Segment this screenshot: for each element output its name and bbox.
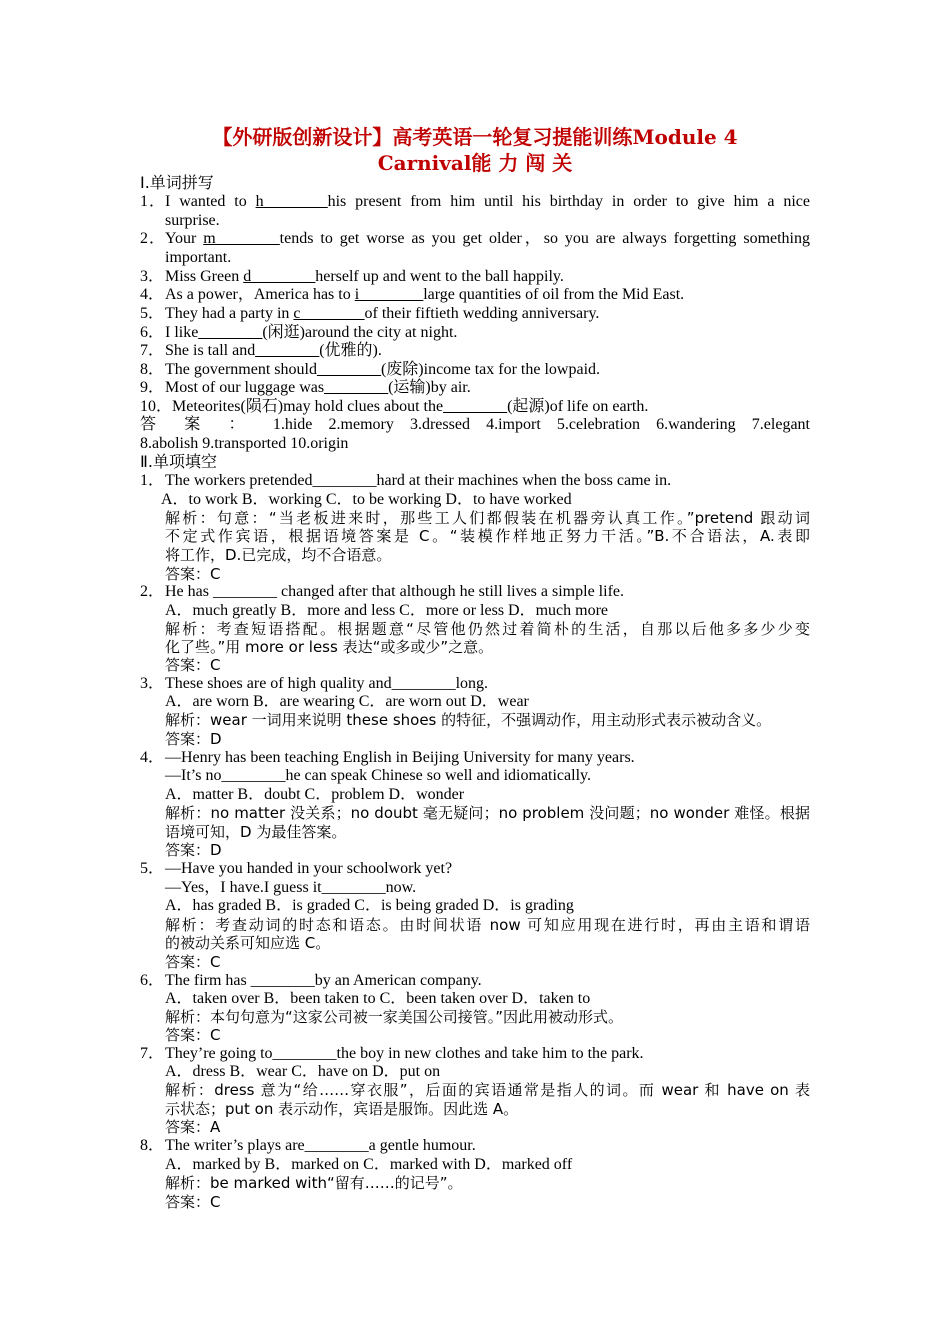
explanation-line: 解析：no matter 没关系；no doubt 毫无疑问；no problem 没问题；no wonder 难怪。根据 — [165, 804, 810, 822]
hint-letter: i — [354, 286, 360, 303]
question-text: The writer’s plays are________a gentle humour. — [165, 1137, 476, 1154]
blank: ________ — [443, 398, 508, 415]
blank: ________ — [251, 268, 316, 285]
item-text-after: (运输)by air. — [388, 379, 471, 396]
question-line — [140, 1045, 810, 1063]
item-text-before: The government should — [165, 361, 317, 378]
item-number: 1． — [140, 193, 165, 210]
explanation-line: 解析：考查动词的时态和语态。由时间状语 now 可知应用现在进行时，再由主语和谓语 — [165, 916, 810, 934]
question-number: 2． — [140, 583, 165, 600]
item-text-before: Most of our luggage was — [165, 379, 325, 396]
hint-letter: d — [243, 268, 252, 285]
blank: ________ — [359, 286, 424, 303]
blank: ________ — [300, 305, 365, 322]
explanation-line: 解析：本句句意为“这家公司被一家美国公司接管。”因此用被动形式。 — [165, 1008, 624, 1026]
question-text: The firm has ________by an American company. — [165, 972, 482, 989]
item-number: 2． — [140, 230, 165, 247]
word-item — [140, 361, 810, 379]
question-number: 3． — [140, 675, 165, 692]
document-title: 【外研版创新设计】高考英语一轮复习提能训练Module 4 — [212, 125, 738, 149]
item-text-before: Meteorites(陨石)may hold clues about the — [172, 398, 444, 415]
item-number: 4． — [140, 286, 165, 303]
item-text-after: large quantities of oil from the Mid East. — [423, 286, 685, 303]
answer-key: 答案：C — [165, 1026, 221, 1044]
explanation-line: 将工作，D.已完成，均不合语意。 — [165, 546, 392, 564]
explanation-line: 解析：dress 意为“给……穿衣服”，后面的宾语通常是指人的词。而 wear 和 have on 表 — [165, 1081, 810, 1099]
question-line — [140, 860, 810, 878]
word-item — [140, 342, 810, 360]
section1-heading: Ⅰ.单词拼写 — [140, 173, 214, 192]
question-text: —Yes，I have.I guess it________now. — [165, 879, 417, 896]
item-number: 8． — [140, 361, 165, 378]
explanation-line: 解析：wear 一词用来说明 these shoes 的特征，不强调动作，用主动形式表示被动含义。 — [165, 711, 772, 729]
question-number: 7． — [140, 1045, 165, 1062]
word-item — [140, 305, 810, 323]
item-text-after: his present from him until his birthday in order to give him a nice — [327, 193, 811, 210]
answer-options: A．matter B．doubt C．problem D．wonder — [165, 786, 465, 803]
blank: ________ — [198, 324, 263, 341]
question-number: 1． — [140, 472, 165, 489]
word-item — [140, 398, 810, 416]
section2-heading: Ⅱ.单项填空 — [140, 452, 217, 471]
question-text: —Have you handed in your schoolwork yet? — [165, 860, 453, 877]
answer-options: A．to work B．working C．to be working D．to have worked — [161, 491, 572, 508]
question-text: —Henry has been teaching English in Beijing University for many years. — [165, 749, 635, 766]
explanation-line: 不定式作宾语，根据语境答案是 C。“装模作样地正努力干活。”B.不合语法，A.表即 — [165, 527, 810, 545]
item-text-after: of their fiftieth wedding anniversary. — [364, 305, 600, 322]
question-line — [140, 583, 810, 601]
answer-key: 答案：D — [165, 841, 222, 859]
hint-letter: c — [293, 305, 301, 322]
item-number: 10． — [140, 398, 173, 415]
item-number: 7． — [140, 342, 165, 359]
answer-options: A．dress B．wear C．have on D．put on — [165, 1063, 441, 1080]
answer-options: A．marked by B．marked on C．marked with D．marked off — [165, 1156, 573, 1173]
word-item-continuation: surprise. — [165, 212, 220, 229]
question-text: —It’s no________he can speak Chinese so well and idiomatically. — [165, 767, 591, 784]
blank: ________ — [316, 361, 381, 378]
item-text-after: tends to get worse as you get older，so you are always forgetting something — [279, 230, 811, 247]
answer-key: 答案：C — [165, 656, 221, 674]
word-item — [140, 286, 810, 304]
item-text-before: As a power，America has to — [165, 286, 355, 303]
answer-options: A．taken over B．been taken to C．been taken over D．taken to — [165, 990, 591, 1007]
question-number: 8． — [140, 1137, 165, 1154]
answer-key: 答案：D — [165, 730, 222, 748]
question-number: 4． — [140, 749, 165, 766]
question-line — [140, 972, 810, 990]
word-item — [140, 379, 810, 397]
explanation-line: 解析：考查短语搭配。根据题意“尽管他仍然过着简朴的生活，自那以后他多多少少变 — [165, 620, 810, 638]
item-text-after: herself up and went to the ball happily. — [315, 268, 564, 285]
blank: ________ — [255, 342, 320, 359]
section1-answers-line1: 答 案 ： 1.hide 2.memory 3.dressed 4.import 5.celebration 6.wandering 7.elegant — [140, 416, 810, 433]
item-text-after: (废除)income tax for the lowpaid. — [380, 361, 601, 378]
question-line — [165, 879, 810, 897]
blank: ________ — [215, 230, 280, 247]
item-number: 9． — [140, 379, 165, 396]
item-text-before: She is tall and — [165, 342, 256, 359]
question-line — [140, 749, 810, 767]
item-number: 5． — [140, 305, 165, 322]
blank: ________ — [324, 379, 389, 396]
answer-key: 答案：C — [165, 1193, 221, 1211]
question-number: 6． — [140, 972, 165, 989]
explanation-line: 化了些。”用 more or less 表达“或多或少”之意。 — [165, 638, 494, 656]
item-text-after: (闲逛)around the city at night. — [262, 324, 458, 341]
item-text-before: I wanted to — [165, 193, 256, 210]
explanation-line: 示状态；put on 表示动作，宾语是服饰。因此选 A。 — [165, 1100, 519, 1118]
hint-letter: h — [255, 193, 264, 210]
question-text: They’re going to________the boy in new clothes and take him to the park. — [165, 1045, 644, 1062]
answer-options: A．much greatly B．more and less C．more or less D．much more — [165, 602, 609, 619]
question-text: The workers pretended________hard at their machines when the boss came in. — [165, 472, 672, 489]
question-line — [165, 767, 810, 785]
item-text-after: (起源)of life on earth. — [507, 398, 649, 415]
word-item — [140, 268, 810, 286]
answer-options: A．has graded B．is graded C．is being graded D．is grading — [165, 897, 574, 914]
word-item — [140, 324, 810, 342]
answer-options: A．are worn B．are wearing C．are worn out D．wear — [165, 693, 529, 710]
explanation-line: 解析：be marked with“留有……的记号”。 — [165, 1174, 463, 1192]
item-text-before: Miss Green — [165, 268, 244, 285]
item-text-before: They had a party in — [165, 305, 294, 322]
item-number: 3． — [140, 268, 165, 285]
item-text-before: Your — [165, 230, 204, 247]
question-text: He has ________ changed after that although he still lives a simple life. — [165, 583, 624, 600]
question-line — [140, 472, 810, 490]
item-text-before: I like — [165, 324, 199, 341]
answer-key: 答案：C — [165, 565, 221, 583]
word-item — [140, 193, 810, 211]
document-subtitle: Carnival能 力 闯 关 — [377, 151, 573, 175]
section1-answers-line2: 8.abolish 9.transported 10.origin — [140, 435, 349, 452]
word-item-continuation: important. — [165, 249, 232, 266]
item-text-after: (优雅的). — [319, 342, 382, 359]
blank: ________ — [263, 193, 328, 210]
explanation-line: 语境可知，D 为最佳答案。 — [165, 823, 347, 841]
answer-key: 答案：C — [165, 953, 221, 971]
answer-key: 答案：A — [165, 1118, 221, 1136]
word-item — [140, 230, 810, 248]
question-line — [140, 1137, 810, 1155]
explanation-line: 解析：句意：“当老板进来时，那些工人们都假装在机器旁认真工作。”pretend 跟动词 — [165, 509, 810, 527]
hint-letter: m — [203, 230, 216, 247]
question-line — [140, 675, 810, 693]
question-number: 5． — [140, 860, 165, 877]
explanation-line: 的被动关系可知应选 C。 — [165, 934, 331, 952]
item-number: 6． — [140, 324, 165, 341]
question-text: These shoes are of high quality and________long. — [165, 675, 489, 692]
